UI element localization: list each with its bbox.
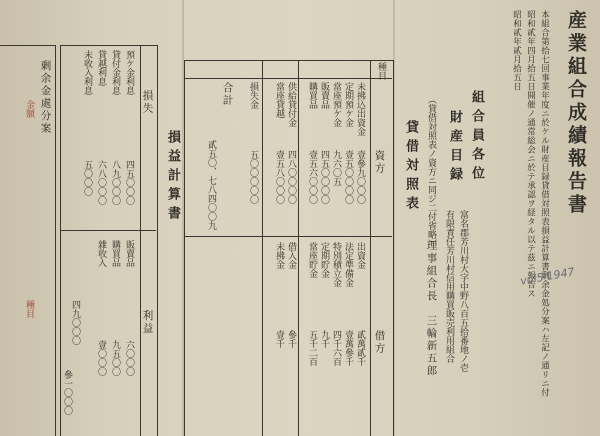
asset-name: 供給貸付金 [286, 82, 296, 127]
total-value: 貳五〇、七八四〇〇九 [206, 140, 216, 230]
inventory-heading: 財産目録 [447, 110, 462, 186]
asset-name: 購買品 [307, 82, 317, 109]
profit-total: 四九〇〇〇 [70, 300, 80, 345]
asset-name: 定期預ケ金 [343, 82, 353, 127]
asset-value: 五〇〇〇〇〇 [248, 150, 258, 204]
divider [370, 60, 371, 436]
total-label: 合計 [221, 82, 234, 107]
asset-value: 壹五八〇〇〇 [274, 150, 284, 204]
profit-item-name: 購買品 [110, 240, 120, 267]
loss-item-value: 六八〇〇〇 [96, 160, 106, 205]
liability-value: 四千六百 [331, 330, 341, 366]
divider [140, 45, 141, 436]
loss-item-name: 貸越利息 [96, 50, 106, 86]
profit-item-name: 販賣品 [124, 240, 134, 267]
liability-value: 貳萬貳千 [355, 330, 365, 366]
loss-item-name: 貸付金利息 [110, 50, 120, 95]
asset-value: 壹參九〇〇〇 [355, 150, 365, 204]
profit-item-value: 壹〇〇〇 [96, 340, 106, 376]
col-subject: 種目 [376, 62, 386, 80]
loss-header: 損失 [141, 90, 154, 115]
asset-name: 販賣品 [319, 82, 329, 109]
balance-sheet-heading: 貸借対照表 [403, 120, 418, 215]
liability-value: 九千 [319, 330, 329, 348]
liability-value: 五千二百 [307, 330, 317, 366]
loss-item-value: 四五〇〇〇 [124, 160, 134, 205]
asset-name: 當座貸越 [274, 82, 284, 118]
pencil-note: vol5 1947 [519, 265, 576, 288]
assets-header: 資方 [373, 150, 386, 175]
profit-item-value: 九五〇〇 [110, 340, 120, 376]
intro-line-2: 昭和貳年四月拾五日開催ノ通常総会ニ於テ承認ヲ経タル以テ茲ニ報告ス [525, 10, 536, 298]
pl-heading: 損益計算書 [165, 130, 180, 225]
loss-item-name: 未收入利息 [82, 50, 92, 95]
liability-name: 出資金 [355, 242, 365, 269]
liability-value: 壹萬參千 [343, 330, 353, 366]
liability-name: 當座貯金 [307, 242, 317, 278]
asset-name: 未拂込出資金 [355, 82, 365, 136]
asset-value: 九六〇五 [331, 150, 341, 186]
asset-name: 當座預ケ金 [331, 82, 341, 127]
liability-name: 法定準備金 [343, 242, 353, 287]
divider [184, 236, 392, 237]
asset-name: 損失金 [248, 82, 258, 109]
profit-item-name: 雜收入 [96, 240, 106, 267]
loss-item-value: 八九〇〇〇 [110, 160, 120, 205]
reserve-col-subject: 種目 [24, 300, 34, 318]
loss-item-name: 預ケ金利息 [124, 50, 134, 95]
profit-header: 利益 [141, 310, 154, 335]
asset-value: 四五〇〇〇〇 [319, 150, 329, 204]
liability-name: 借入金 [286, 242, 296, 269]
loss-item-value: 五〇〇〇 [82, 160, 92, 196]
union-name: 有限責任芳川村信用購買販売利用組合 [444, 210, 454, 363]
liability-name: 未拂金 [274, 242, 284, 269]
liabilities-header: 借方 [373, 330, 386, 355]
report-title: 産業組合成績報告書 [565, 10, 587, 217]
profit-item-value: 六〇〇〇 [124, 340, 134, 376]
members-heading: 組合員各位 [469, 90, 484, 185]
divider [298, 60, 299, 436]
reserve-col-amount: 金額 [24, 100, 34, 118]
asset-value: 四八〇〇〇〇 [286, 150, 296, 204]
divider [60, 230, 156, 231]
liability-value: 壹千 [274, 330, 284, 348]
liability-name: 定期貯金 [319, 242, 329, 278]
director-name: 理事組合長 三輪新五郎 [425, 240, 438, 378]
divider [184, 78, 392, 79]
intro-line-1: 本組合第拾七回事業年度ニ於ケル財産目録貸借対照表損益計算書剰余金処分案ハ左記ノ通リニ付 [539, 10, 550, 397]
divider [262, 60, 263, 436]
reserve-heading: 剰余金處分案 [39, 60, 52, 135]
asset-value: 壹五六〇〇〇 [307, 150, 317, 204]
inventory-note: （貸借対照表ノ資方ニ同ジ二付省略） [426, 95, 436, 248]
report-date: 昭和貳年貳月拾五日 [511, 10, 522, 91]
liability-name: 特別積立金 [331, 242, 341, 287]
asset-value: 壹五〇〇〇〇 [343, 150, 353, 204]
liability-value: 參千 [286, 330, 296, 348]
union-address: 富名郡芳川村大字中野八百五拾番地ノ壱 [458, 210, 468, 372]
profit-total: 參一〇〇〇 [62, 370, 72, 415]
